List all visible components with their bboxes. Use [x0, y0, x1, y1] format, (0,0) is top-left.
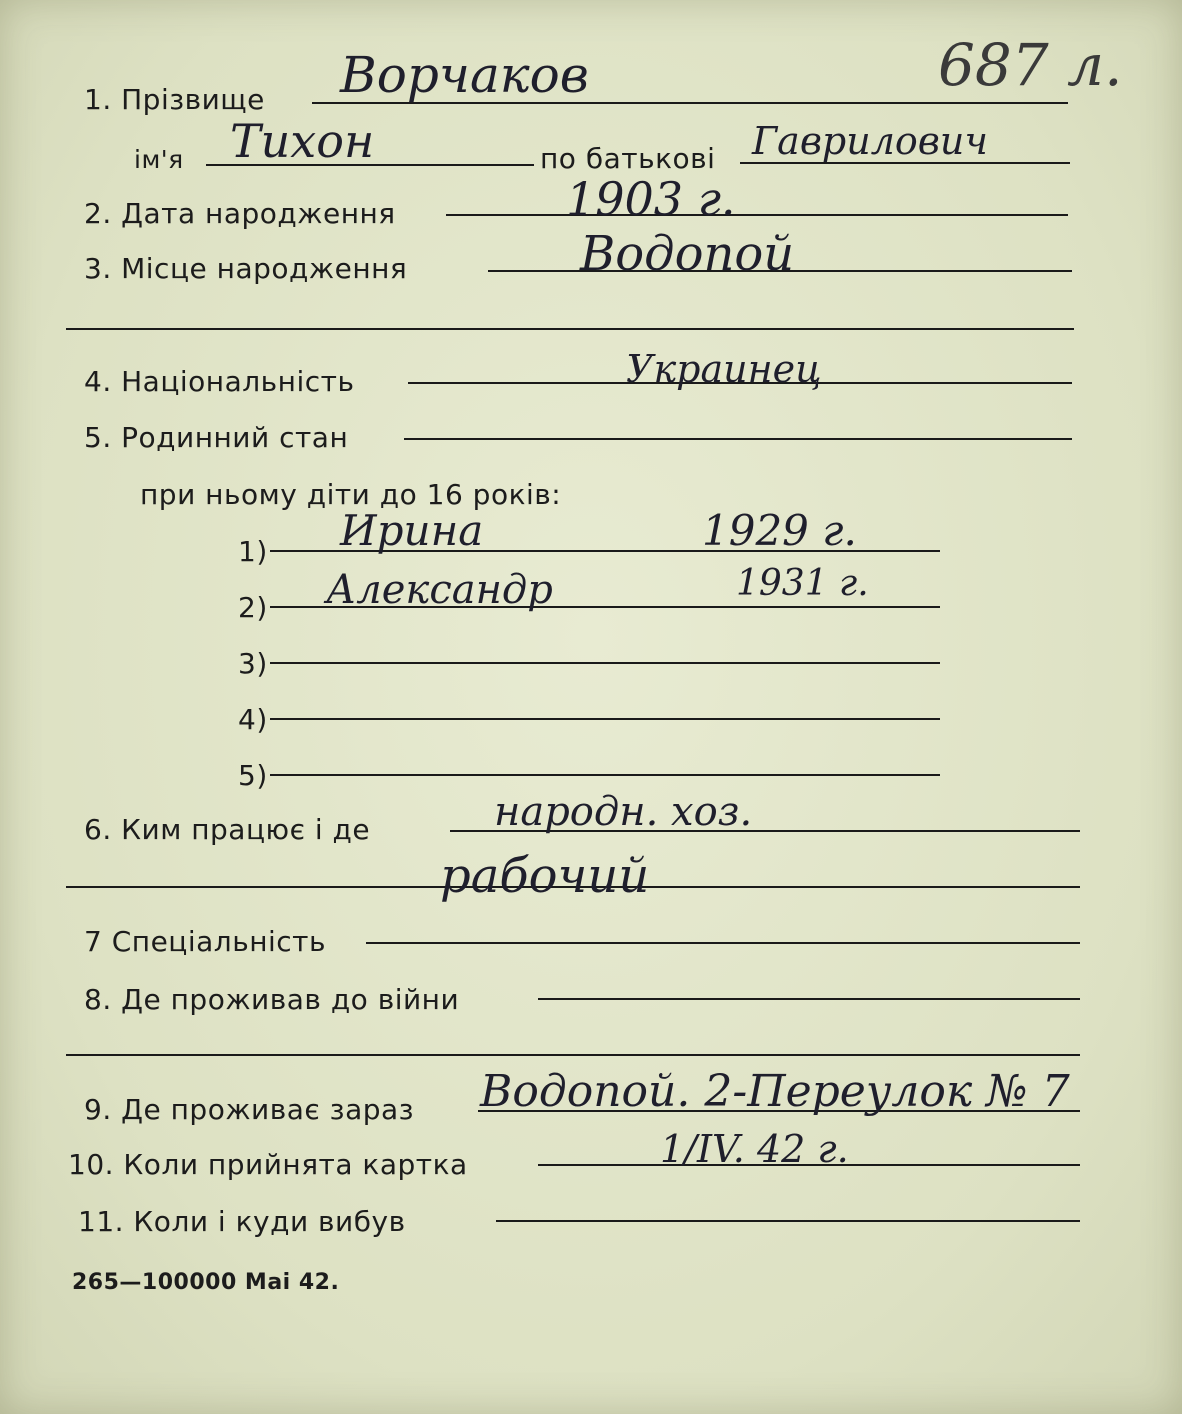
departed-line [496, 1220, 1080, 1222]
prewar-residence-line-2 [66, 1054, 1080, 1056]
birthdate-label: 2. Дата народження [84, 197, 396, 230]
name-value[interactable]: Тихон [230, 114, 375, 168]
speciality-line [366, 942, 1080, 944]
patronymic-label: по батькові [540, 142, 716, 175]
card-accepted-label: 10. Коли прийнята картка [68, 1148, 468, 1181]
surname-value[interactable]: Ворчаков [340, 46, 589, 104]
speciality-label: 7 Спеціальність [84, 925, 326, 958]
occupation-value[interactable]: народн. хоз. [494, 789, 753, 835]
surname-label: 1. Прізвище [84, 83, 265, 116]
nationality-label: 4. Національність [84, 365, 355, 398]
nationality-value[interactable]: Украинец [626, 347, 822, 391]
children-label: при ньому діти до 16 років: [140, 478, 562, 511]
archive-number: 687 л. [938, 31, 1123, 99]
birthdate-line [446, 214, 1068, 216]
name-label: ім'я [134, 145, 184, 174]
child-3-line [270, 662, 940, 664]
child-1-name[interactable]: Ирина [340, 506, 484, 555]
prewar-residence-label: 8. Де проживав до війни [84, 983, 460, 1016]
child-2-number: 2) [238, 591, 268, 624]
child-2-name[interactable]: Александр [326, 567, 553, 613]
child-2-year[interactable]: 1931 г. [736, 563, 869, 604]
marital-status-label: 5. Родинний стан [84, 421, 349, 454]
birthdate-value[interactable]: 1903 г. [566, 172, 736, 226]
child-3-number: 3) [238, 647, 268, 680]
current-residence-label: 9. Де проживає зараз [84, 1093, 415, 1126]
patronymic-value[interactable]: Гаврилович [752, 119, 989, 163]
birthplace-value[interactable]: Водопой [580, 226, 795, 282]
child-1-year[interactable]: 1929 г. [702, 506, 857, 555]
prewar-residence-line [538, 998, 1080, 1000]
child-1-number: 1) [238, 535, 268, 568]
child-5-line [270, 774, 940, 776]
print-mark: 265—100000 Mai 42. [72, 1270, 340, 1295]
marital-status-line [404, 438, 1072, 440]
child-4-line [270, 718, 940, 720]
child-4-number: 4) [238, 703, 268, 736]
child-5-number: 5) [238, 759, 268, 792]
birthplace-label: 3. Місце народження [84, 252, 408, 285]
card-accepted-value[interactable]: 1/IV. 42 г. [660, 1127, 849, 1171]
occupation-value-2[interactable]: рабочий [440, 848, 650, 904]
current-residence-value[interactable]: Водопой. 2-Переулок № 7 [480, 1066, 1070, 1117]
departed-label: 11. Коли і куди вибув [78, 1205, 406, 1238]
occupation-label: 6. Ким працює і де [84, 813, 371, 846]
birthplace-line-2 [66, 328, 1074, 330]
